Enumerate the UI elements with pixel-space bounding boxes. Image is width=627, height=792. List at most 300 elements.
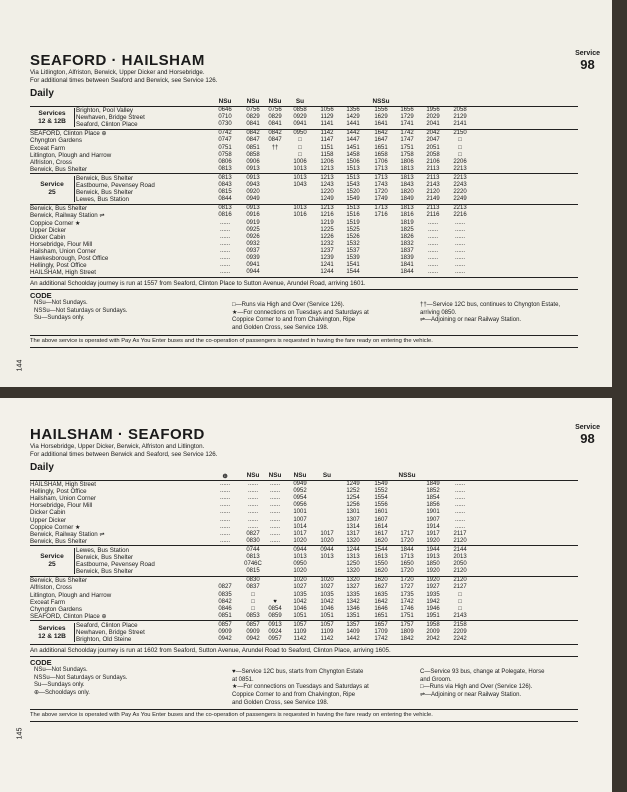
stop-name: SEAFORD, Clinton Place ⊕ xyxy=(30,130,107,138)
departure-time: 0813 xyxy=(218,165,232,172)
departure-time: 1219 xyxy=(320,219,334,226)
departure-time: 0932 xyxy=(246,240,260,247)
departure-time: 0925 xyxy=(246,226,260,233)
departure-time: 1651 xyxy=(374,612,388,619)
departure-time: ...... xyxy=(454,262,465,269)
code-heading: CODE xyxy=(30,658,52,668)
departure-time: 1320 xyxy=(346,577,360,584)
departure-time: 1956 xyxy=(426,107,440,113)
departure-time: ...... xyxy=(219,240,230,247)
code-top-rule xyxy=(30,289,578,290)
departure-time: 1225 xyxy=(320,226,334,233)
stop-name: Newhaven, Bridge Street xyxy=(76,114,145,122)
departure-time: ...... xyxy=(269,523,280,530)
departure-time: 0813 xyxy=(246,554,260,560)
departure-time: 1720 xyxy=(374,189,388,196)
stop-name: Alfriston, Cross xyxy=(30,584,72,592)
stop-name: Hawkesborough, Post Office xyxy=(30,255,109,262)
departure-time: 1706 xyxy=(374,158,388,165)
departure-time: 0941 xyxy=(293,121,307,128)
departure-time: ...... xyxy=(219,509,230,516)
departure-time: 1244 xyxy=(346,546,360,553)
departure-time: 1843 xyxy=(400,182,414,188)
code-entry: ⇌—Adjoining or near Railway Station. xyxy=(420,691,522,698)
departure-time: ...... xyxy=(454,495,465,502)
departure-time: 2106 xyxy=(426,158,440,165)
departure-time: 1647 xyxy=(374,137,388,144)
stop-name: Berwick, Bus Shelter xyxy=(76,568,134,576)
departure-time: 1429 xyxy=(346,114,360,121)
departure-time: 1658 xyxy=(374,151,388,158)
departure-time: 0906 xyxy=(246,158,260,165)
departure-time: 1607 xyxy=(374,516,388,523)
code-entry: and Groom. xyxy=(420,676,452,683)
departure-time: 1720 xyxy=(400,537,414,544)
departure-time: 0909 xyxy=(246,629,260,635)
departure-time: 1946 xyxy=(426,605,440,612)
departure-time: 2213 xyxy=(453,165,467,172)
departure-time: 1727 xyxy=(400,584,414,591)
departure-time: 1250 xyxy=(346,561,360,568)
departure-time: 1256 xyxy=(346,502,360,509)
departure-time: 1651 xyxy=(374,144,388,151)
departure-time: 1751 xyxy=(400,144,414,151)
group-bracket xyxy=(74,548,75,574)
code-legend-left xyxy=(34,300,127,323)
stop-name: Horsebridge, Flour Mill xyxy=(30,240,93,248)
departure-time: 0950 xyxy=(293,130,307,137)
stop-name: Berwick, Bus Shelter xyxy=(30,577,88,585)
departure-time: □ xyxy=(298,151,302,158)
stop-name: Hailsham, Union Corner xyxy=(30,495,97,503)
schoolday-note: An additional Schoolday journey is run at 1602 from Seaford, Sutton Avenue, Arundel Road to Seaford, Clinton Place, arriving 1605. xyxy=(30,647,391,655)
departure-time: 1556 xyxy=(374,502,388,509)
page-number: 145 xyxy=(16,727,24,740)
stop-name: Exceat Farm xyxy=(30,598,66,606)
departure-time: 1709 xyxy=(374,629,388,635)
departure-time: 2158 xyxy=(453,621,467,628)
departure-time: 1335 xyxy=(346,591,360,598)
departure-time: 2216 xyxy=(453,212,467,219)
departure-time: 1035 xyxy=(320,591,334,598)
departure-time: 0835 xyxy=(218,591,232,598)
departure-time: 1252 xyxy=(346,488,360,495)
departure-time: 2013 xyxy=(453,554,467,560)
stop-name: Lewes, Bus Station xyxy=(76,196,129,204)
departure-time: 1027 xyxy=(320,584,334,591)
departure-time: 1920 xyxy=(426,537,440,544)
stop-name: Seaford, Clinton Place xyxy=(76,621,138,629)
departure-time: 0841 xyxy=(268,121,282,128)
departure-time: 0937 xyxy=(246,247,260,254)
departure-time: ...... xyxy=(219,226,230,233)
departure-time: 1816 xyxy=(400,212,414,219)
departure-time: 0730 xyxy=(218,121,232,128)
departure-time: 1620 xyxy=(374,568,388,575)
departure-time: 1720 xyxy=(400,568,414,575)
departure-time: 2143 xyxy=(453,612,467,619)
timetable-title: HAILSHAM · SEAFORD xyxy=(30,426,205,443)
departure-time: 0909 xyxy=(218,629,232,635)
departure-time: 1813 xyxy=(400,205,414,212)
stop-name: Brighton, Old Steine xyxy=(76,636,132,644)
code-entry: arriving 0850. xyxy=(420,309,457,316)
service-badge xyxy=(575,50,600,72)
departure-time: 1239 xyxy=(320,255,334,261)
pay-as-you-enter-note: The above service is operated with Pay As You Enter buses and the co-operation of passengers is requested in having the fare ready on entering the vehicle. xyxy=(30,337,433,344)
column-header: NSu xyxy=(268,472,282,479)
departure-time: ...... xyxy=(269,516,280,523)
departure-time: 0847 xyxy=(246,137,260,144)
departure-time: 2143 xyxy=(426,182,440,188)
departure-time: 1856 xyxy=(426,502,440,509)
stop-name: Berwick, Bus Shelter xyxy=(30,537,88,545)
stop-name: Chyngton Gardens xyxy=(30,605,82,613)
departure-time: ...... xyxy=(454,509,465,516)
departure-time: 1307 xyxy=(346,516,360,523)
daily-heading: Daily xyxy=(30,88,54,99)
departure-time: 2242 xyxy=(453,636,467,643)
departure-time: 0842 xyxy=(246,130,260,137)
departure-time: 0751 xyxy=(218,144,232,151)
departure-time: 1516 xyxy=(346,212,360,219)
departure-time: 1056 xyxy=(320,107,334,113)
departure-time: 0942 xyxy=(246,636,260,643)
departure-time: 0857 xyxy=(246,621,260,628)
departure-time: □ xyxy=(458,144,462,151)
stop-name: Alfriston, Cross xyxy=(30,158,72,166)
stop-name: Upper Dicker xyxy=(30,226,67,234)
departure-time: ...... xyxy=(454,255,465,261)
code-entry: NSu—Not Sundays. xyxy=(34,667,88,674)
stop-name: Hellingly, Post Office xyxy=(30,488,87,496)
departure-time: ...... xyxy=(247,495,258,502)
departure-time: 0954 xyxy=(293,495,307,502)
departure-time: 1650 xyxy=(400,561,414,568)
code-entry: Coppice Corner to and from Chalvington, Ripe xyxy=(232,317,356,324)
departure-time: ...... xyxy=(269,537,280,544)
departure-time: 0913 xyxy=(246,174,260,181)
departure-time: ...... xyxy=(219,523,230,530)
departure-time: ...... xyxy=(219,233,230,240)
departure-time: 1813 xyxy=(400,165,414,172)
stop-name: Berwick, Bus Shelter xyxy=(76,174,134,182)
departure-time: 0758 xyxy=(218,151,232,158)
departure-time: 2144 xyxy=(453,546,467,553)
departure-time: 0950 xyxy=(293,561,307,568)
departure-time: 1646 xyxy=(374,605,388,612)
departure-time: 1142 xyxy=(293,636,307,643)
departure-time: 0847 xyxy=(268,137,282,144)
departure-time: 1537 xyxy=(346,247,360,254)
departure-time: 0949 xyxy=(246,196,260,203)
departure-time: ...... xyxy=(219,530,230,537)
departure-time: 1301 xyxy=(346,509,360,516)
additional-times-note: For additional times between Seaford and Berwick, see Service 126. xyxy=(30,77,218,84)
departure-time: 1017 xyxy=(320,530,334,537)
departure-time: 1314 xyxy=(346,523,360,530)
departure-time: 1017 xyxy=(293,530,307,537)
service-badge xyxy=(575,424,600,446)
departure-time: ...... xyxy=(427,247,438,254)
departure-time: 2047 xyxy=(426,137,440,144)
stop-name: Seaford, Clinton Place xyxy=(76,121,138,129)
departure-time: 1519 xyxy=(346,219,360,226)
departure-time: 1013 xyxy=(320,554,334,560)
departure-time: 1213 xyxy=(320,205,334,212)
departure-time: 2129 xyxy=(453,114,467,121)
group-divider-rule xyxy=(30,644,578,645)
stop-name: Berwick, Bus Shelter xyxy=(76,189,134,197)
departure-time: 1713 xyxy=(374,174,388,181)
departure-time: 1525 xyxy=(346,226,360,233)
departure-time: 0829 xyxy=(268,114,282,121)
code-entry: □—Runs via High and Over (Service 126). xyxy=(420,684,533,691)
departure-time: ...... xyxy=(219,488,230,495)
departure-time: 1620 xyxy=(374,537,388,544)
departure-time: 1447 xyxy=(346,137,360,144)
departure-time: 0913 xyxy=(246,165,260,172)
code-entry: ††—Service 12C bus, continues to Chyngton Estate, xyxy=(420,302,561,309)
departure-time: 1213 xyxy=(320,165,334,172)
stop-name: Coppice Corner ★ xyxy=(30,219,81,227)
departure-time: 0939 xyxy=(246,255,260,261)
departure-time: 1532 xyxy=(346,240,360,247)
stop-name: SEAFORD, Clinton Place ⊕ xyxy=(30,612,107,620)
stop-name: Litlington, Plough and Harrow xyxy=(30,151,112,159)
departure-time: ...... xyxy=(219,537,230,544)
departure-time: 1942 xyxy=(426,598,440,605)
departure-time: 1935 xyxy=(426,591,440,598)
departure-time: □ xyxy=(458,151,462,158)
departure-time: ...... xyxy=(219,516,230,523)
departure-time: 1741 xyxy=(400,121,414,128)
departure-time: 1249 xyxy=(320,196,334,203)
column-header: NSSu xyxy=(398,472,416,479)
departure-time: 0830 xyxy=(246,537,260,544)
departure-time: 1713 xyxy=(374,165,388,172)
code-entry: ⇌—Adjoining or near Railway Station. xyxy=(420,317,522,324)
column-header: NSu xyxy=(246,472,260,479)
departure-time: 1016 xyxy=(293,212,307,219)
departure-time: 0851 xyxy=(218,612,232,619)
departure-time: 2009 xyxy=(426,629,440,635)
departure-time: 0742 xyxy=(218,130,232,137)
departure-time: 0949 xyxy=(293,481,307,487)
departure-time: 0843 xyxy=(218,182,232,188)
departure-time: 0747 xyxy=(218,137,232,144)
code-entry: and Golden Cross, see Service 198. xyxy=(232,325,329,332)
departure-time: 1013 xyxy=(293,174,307,181)
departure-time: 1254 xyxy=(346,495,360,502)
departure-time: 1356 xyxy=(346,107,360,113)
departure-time: ...... xyxy=(454,247,465,254)
connecting-service-label: Service 25 xyxy=(40,181,64,197)
departure-time: ...... xyxy=(219,247,230,254)
stop-name: HAILSHAM, High Street xyxy=(30,269,97,277)
page-number: 144 xyxy=(16,359,24,372)
departure-time: ...... xyxy=(219,262,230,269)
departure-time: 2116 xyxy=(426,212,440,219)
departure-time: 2249 xyxy=(453,196,467,203)
departure-time: 1806 xyxy=(400,158,414,165)
departure-time: 1944 xyxy=(426,546,440,553)
code-entry: NSu—Not Sundays. xyxy=(34,300,88,307)
departure-time: 1556 xyxy=(374,107,388,113)
departure-time: 1057 xyxy=(293,621,307,628)
departure-time: 0744 xyxy=(246,546,260,553)
stop-name: Upper Dicker xyxy=(30,516,67,524)
departure-time: 1051 xyxy=(293,612,307,619)
departure-time: ...... xyxy=(427,262,438,269)
departure-time: 1357 xyxy=(346,621,360,628)
departure-time: 2209 xyxy=(453,629,467,635)
departure-time: ...... xyxy=(454,523,465,530)
departure-time: □ xyxy=(251,591,255,598)
code-entry: ⊕—Schooldays only. xyxy=(34,689,90,696)
departure-time: 1001 xyxy=(293,509,307,516)
departure-time: 1917 xyxy=(426,530,440,537)
departure-time: 1720 xyxy=(400,577,414,584)
departure-time: 1442 xyxy=(346,130,360,137)
departure-time: 1550 xyxy=(374,561,388,568)
departure-time: ...... xyxy=(454,219,465,226)
departure-time: 1747 xyxy=(400,137,414,144)
departure-time: 1842 xyxy=(400,636,414,643)
payas-bottom-rule xyxy=(30,347,578,348)
code-legend-middle xyxy=(232,669,369,707)
departure-time: 0854 xyxy=(268,605,282,612)
departure-time: 1901 xyxy=(426,509,440,516)
stop-name: Berwick, Bus Shelter xyxy=(76,554,134,561)
departure-time: 1142 xyxy=(320,130,334,137)
connecting-service-label: Services 12 & 12B xyxy=(38,624,66,640)
departure-time: 0746C xyxy=(244,561,262,568)
departure-time: ...... xyxy=(247,509,258,516)
departure-time: 0944 xyxy=(320,546,334,553)
departure-time: 1051 xyxy=(320,612,334,619)
code-entry: Coppice Corner to and from Chalvington, Ripe xyxy=(232,691,356,698)
departure-time: 0851 xyxy=(246,144,260,151)
departure-time: 0813 xyxy=(218,174,232,181)
additional-times-note: For additional times between Berwick and Seaford, see Service 126. xyxy=(30,451,218,458)
departure-time: 1913 xyxy=(426,554,440,560)
stop-name: Berwick, Railway Station ⇌ xyxy=(30,212,105,220)
departure-time: 1014 xyxy=(293,523,307,530)
departure-time: 1657 xyxy=(374,621,388,628)
departure-time: ...... xyxy=(427,226,438,233)
departure-time: □ xyxy=(458,605,462,612)
departure-time: 0829 xyxy=(246,114,260,121)
departure-time: 1109 xyxy=(293,629,307,635)
departure-time: 1141 xyxy=(320,121,334,128)
column-header: NSu xyxy=(293,472,307,479)
departure-time: 1249 xyxy=(346,481,360,487)
departure-time: 1042 xyxy=(320,598,334,605)
departure-time: □ xyxy=(251,598,255,605)
stop-name: Coppice Corner ★ xyxy=(30,523,81,531)
departure-time: 1641 xyxy=(374,121,388,128)
code-entry: Su—Sundays only. xyxy=(34,682,85,689)
departure-time: ...... xyxy=(247,502,258,509)
daily-heading: Daily xyxy=(30,462,54,473)
stop-name: Eastbourne, Pevensey Road xyxy=(76,561,155,569)
departure-time: 1232 xyxy=(320,240,334,247)
departure-time: 1142 xyxy=(320,636,334,643)
group-bracket xyxy=(74,108,75,127)
departure-time: 1958 xyxy=(426,621,440,628)
departure-time: 2113 xyxy=(426,165,440,172)
departure-time: 1244 xyxy=(320,269,334,276)
service-label: Service xyxy=(575,424,600,431)
departure-time: 1020 xyxy=(293,577,307,584)
departure-time: 1520 xyxy=(346,189,360,196)
departure-time: 1819 xyxy=(400,219,414,226)
departure-time: 1746 xyxy=(400,605,414,612)
departure-time: 1826 xyxy=(400,233,414,240)
stop-name: Brighton, Pool Valley xyxy=(76,107,133,114)
departure-time: 0858 xyxy=(293,107,307,113)
departure-time: 1544 xyxy=(346,269,360,276)
stop-name: Chyngton Gardens xyxy=(30,137,82,145)
departure-time: 1549 xyxy=(346,196,360,203)
departure-time: 0944 xyxy=(246,269,260,276)
departure-time: ...... xyxy=(454,233,465,240)
departure-time: 1206 xyxy=(320,158,334,165)
departure-time: 1057 xyxy=(320,621,334,628)
payas-top-rule xyxy=(30,335,578,336)
departure-time: 1552 xyxy=(374,488,388,495)
departure-time: 1614 xyxy=(374,523,388,530)
departure-time: ...... xyxy=(269,530,280,537)
departure-time: 1832 xyxy=(400,240,414,247)
departure-time: 1713 xyxy=(374,205,388,212)
departure-time: ...... xyxy=(454,226,465,233)
departure-time: ...... xyxy=(427,240,438,247)
stop-name: Berwick, Railway Station ⇌ xyxy=(30,530,105,538)
departure-time: 1656 xyxy=(400,107,414,113)
departure-time: ...... xyxy=(247,523,258,530)
departure-time: 1601 xyxy=(374,509,388,516)
column-header: Su xyxy=(322,472,332,479)
departure-time: 1713 xyxy=(400,554,414,560)
timetable-page-seaford-hailsham xyxy=(0,0,612,387)
departure-time: 2113 xyxy=(426,174,440,181)
departure-time: ...... xyxy=(427,233,438,240)
service-label: Service xyxy=(575,50,600,57)
departure-time: 2041 xyxy=(426,121,440,128)
code-entry: and Golden Cross, see Service 198. xyxy=(232,699,329,706)
departure-time: 1735 xyxy=(400,591,414,598)
stop-name: Hailsham, Union Corner xyxy=(30,247,97,255)
group-bracket xyxy=(74,623,75,642)
departure-time: 1020 xyxy=(320,537,334,544)
departure-time: 1839 xyxy=(400,255,414,261)
departure-time: ...... xyxy=(219,495,230,502)
code-heading: CODE xyxy=(30,291,52,301)
departure-time: 2120 xyxy=(453,537,467,544)
departure-time: □ xyxy=(458,591,462,598)
departure-time: 2120 xyxy=(426,189,440,196)
timetable-page-hailsham-seaford xyxy=(0,398,612,792)
departure-time: ...... xyxy=(219,502,230,509)
departure-time: 2051 xyxy=(426,144,440,151)
departure-time: 1620 xyxy=(374,577,388,584)
code-entry: ♥—Service 12C bus, starts from Chyngton Estate xyxy=(232,669,364,676)
departure-time: 0857 xyxy=(218,621,232,628)
departure-time: 2206 xyxy=(453,158,467,165)
payas-bottom-rule xyxy=(30,721,578,722)
